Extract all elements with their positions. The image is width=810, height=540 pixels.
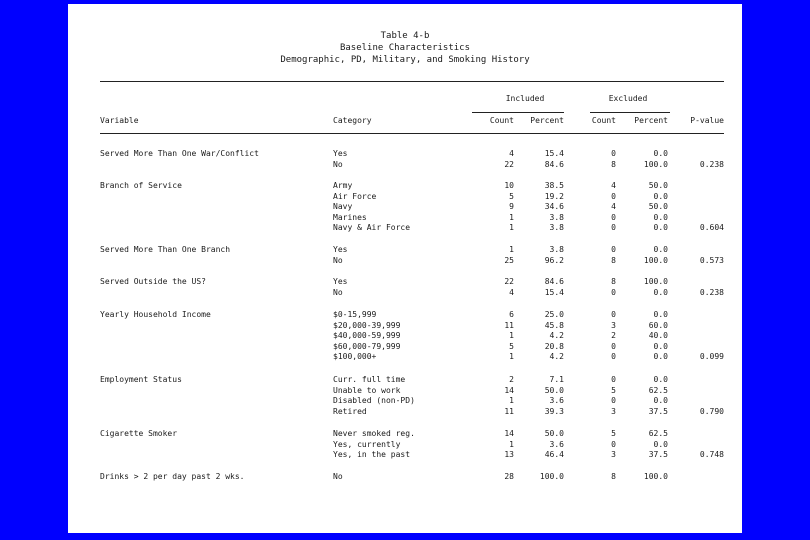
excluded-count-cell: 5 [611, 429, 616, 438]
included-count-header: Count [489, 116, 514, 125]
category-cell: Yes [333, 149, 348, 158]
included-percent-cell: 4.2 [549, 331, 564, 341]
excluded-count-cell: 0 [611, 149, 616, 158]
included-count-cell: 9 [509, 202, 514, 212]
excluded-percent-cell: 0.0 [653, 341, 668, 351]
variable-label: Drinks > 2 per day past 2 wks. [100, 472, 245, 481]
pvalue-cell: 0.238 [699, 287, 724, 297]
pvalue-cell: 0.238 [699, 159, 724, 169]
excluded-count-cell: 0 [611, 212, 616, 222]
category-column-header: Category [333, 116, 372, 125]
included-percent-cell: 3.8 [549, 212, 564, 222]
pvalue-cell: 0.790 [699, 406, 724, 416]
excluded-count-header: Count [591, 116, 616, 125]
included-percent-cell: 39.3 [544, 406, 564, 416]
category-cell: $0-15,999 [333, 310, 377, 319]
category-cell: Air Force [333, 191, 377, 201]
excluded-count-cell: 0 [611, 310, 616, 319]
included-count-cell: 5 [509, 191, 514, 201]
included-count-cell: 11 [504, 406, 514, 416]
excluded-percent-cell: 0.0 [653, 191, 668, 201]
excluded-count-cell: 0 [611, 245, 616, 254]
excluded-percent-cell: 0.0 [653, 212, 668, 222]
excluded-count-cell: 5 [611, 385, 616, 395]
included-percent-cell: 4.2 [549, 352, 564, 362]
included-percent-cell: 3.6 [549, 396, 564, 406]
variable-label: Served More Than One Branch [100, 245, 231, 254]
table-subtitle: Demographic, PD, Military, and Smoking History [280, 55, 530, 65]
table-title: Baseline Characteristics [339, 43, 471, 53]
excluded-percent-cell: 0.0 [653, 287, 668, 297]
excluded-count-cell: 8 [611, 277, 616, 286]
included-percent-cell: 15.4 [544, 149, 564, 158]
category-cell: $60,000-79,999 [333, 341, 401, 351]
header-rule [100, 133, 724, 134]
category-cell: Army [333, 181, 353, 190]
table-title-block [68, 30, 742, 66]
included-count-cell: 28 [504, 472, 514, 481]
excluded-count-cell: 0 [611, 223, 616, 233]
included-percent-cell: 20.8 [544, 341, 564, 351]
category-cell: Yes, in the past [333, 450, 411, 460]
pvalue-column-header: P-value [690, 116, 724, 125]
excluded-count-cell: 4 [611, 202, 616, 212]
excluded-percent-cell: 40.0 [648, 331, 668, 341]
excluded-count-cell: 8 [611, 255, 616, 265]
pvalue-cell: 0.099 [699, 352, 724, 362]
included-count-cell: 11 [504, 320, 514, 330]
category-cell: No [333, 472, 343, 481]
category-cell: Disabled (non-PD) [333, 396, 415, 406]
included-underline [472, 112, 564, 113]
included-count-cell: 22 [504, 159, 514, 169]
category-cell: Navy & Air Force [333, 223, 411, 233]
excluded-underline [590, 112, 670, 113]
included-percent-cell: 34.6 [544, 202, 564, 212]
category-cell: $40,000-59,999 [333, 331, 401, 341]
pvalue-cell: 0.604 [699, 223, 724, 233]
included-percent-cell: 3.8 [549, 223, 564, 233]
category-cell: Retired [333, 406, 367, 416]
included-count-cell: 5 [509, 341, 514, 351]
category-cell: No [333, 287, 343, 297]
included-percent-cell: 7.1 [549, 375, 564, 384]
included-group-header: Included [505, 94, 545, 103]
variable-label: Branch of Service [100, 181, 182, 190]
excluded-percent-cell: 0.0 [653, 396, 668, 406]
included-count-cell: 22 [504, 277, 514, 286]
excluded-count-cell: 8 [611, 159, 616, 169]
included-count-cell: 1 [509, 396, 514, 406]
excluded-percent-cell: 62.5 [648, 385, 668, 395]
included-count-cell: 1 [509, 212, 514, 222]
excluded-percent-cell: 100.0 [643, 277, 668, 286]
excluded-count-cell: 8 [611, 472, 616, 481]
category-cell: $20,000-39,999 [333, 320, 401, 330]
included-percent-cell: 84.6 [544, 277, 564, 286]
included-percent-cell: 50.0 [544, 429, 564, 438]
excluded-count-cell: 3 [611, 406, 616, 416]
included-count-cell: 13 [504, 450, 514, 460]
included-count-cell: 4 [509, 287, 514, 297]
excluded-percent-cell: 100.0 [643, 159, 668, 169]
included-count-cell: 1 [509, 439, 514, 449]
included-count-cell: 14 [504, 385, 514, 395]
excluded-count-cell: 3 [611, 320, 616, 330]
excluded-percent-header: Percent [634, 116, 668, 125]
included-percent-cell: 19.2 [544, 191, 564, 201]
excluded-count-cell: 3 [611, 450, 616, 460]
excluded-count-cell: 0 [611, 341, 616, 351]
excluded-count-cell: 0 [611, 352, 616, 362]
excluded-percent-cell: 100.0 [643, 255, 668, 265]
excluded-percent-cell: 37.5 [648, 450, 668, 460]
excluded-percent-cell: 50.0 [648, 202, 668, 212]
category-cell: Yes, currently [333, 439, 401, 449]
category-cell: Curr. full time [333, 375, 406, 384]
variable-label: Served Outside the US? [100, 277, 206, 286]
excluded-count-cell: 0 [611, 191, 616, 201]
included-percent-cell: 46.4 [544, 450, 564, 460]
included-count-cell: 4 [509, 149, 514, 158]
category-cell: No [333, 255, 343, 265]
excluded-percent-cell: 62.5 [648, 429, 668, 438]
category-cell: No [333, 159, 343, 169]
included-percent-cell: 96.2 [544, 255, 564, 265]
included-percent-cell: 25.0 [544, 310, 564, 319]
category-cell: Unable to work [333, 385, 401, 395]
excluded-percent-cell: 0.0 [653, 310, 668, 319]
category-cell: Yes [333, 277, 348, 286]
category-cell: $100,000+ [333, 352, 377, 362]
pvalue-cell: 0.573 [699, 255, 724, 265]
variable-label: Served More Than One War/Conflict [100, 149, 259, 158]
excluded-percent-cell: 50.0 [648, 181, 668, 190]
pvalue-cell: 0.748 [699, 450, 724, 460]
included-count-cell: 1 [509, 245, 514, 254]
excluded-percent-cell: 0.0 [653, 149, 668, 158]
included-count-cell: 14 [504, 429, 514, 438]
excluded-percent-cell: 0.0 [653, 375, 668, 384]
category-cell: Yes [333, 245, 348, 254]
included-count-cell: 1 [509, 223, 514, 233]
excluded-count-cell: 0 [611, 287, 616, 297]
top-rule [100, 81, 724, 82]
variable-label: Employment Status [100, 375, 182, 384]
document-page [68, 4, 742, 533]
excluded-count-cell: 4 [611, 181, 616, 190]
included-percent-cell: 38.5 [544, 181, 564, 190]
excluded-percent-cell: 0.0 [653, 245, 668, 254]
excluded-group-header: Excluded [608, 94, 648, 103]
included-count-cell: 1 [509, 331, 514, 341]
included-count-cell: 6 [509, 310, 514, 319]
excluded-count-cell: 2 [611, 331, 616, 341]
included-percent-cell: 45.8 [544, 320, 564, 330]
excluded-percent-cell: 0.0 [653, 439, 668, 449]
included-count-cell: 2 [509, 375, 514, 384]
included-percent-cell: 50.0 [544, 385, 564, 395]
category-cell: Never smoked reg. [333, 429, 415, 438]
included-count-cell: 10 [504, 181, 514, 190]
excluded-percent-cell: 0.0 [653, 352, 668, 362]
included-percent-header: Percent [530, 116, 564, 125]
variable-label: Yearly Household Income [100, 310, 211, 319]
included-percent-cell: 3.6 [549, 439, 564, 449]
included-percent-cell: 15.4 [544, 287, 564, 297]
excluded-percent-cell: 37.5 [648, 406, 668, 416]
excluded-count-cell: 0 [611, 396, 616, 406]
excluded-percent-cell: 0.0 [653, 223, 668, 233]
excluded-count-cell: 0 [611, 439, 616, 449]
included-count-cell: 1 [509, 352, 514, 362]
table-number: Table 4-b [380, 31, 430, 41]
excluded-percent-cell: 60.0 [648, 320, 668, 330]
included-percent-cell: 84.6 [544, 159, 564, 169]
variable-column-header: Variable [100, 116, 139, 125]
excluded-percent-cell: 100.0 [643, 472, 668, 481]
variable-label: Cigarette Smoker [100, 429, 178, 438]
included-count-cell: 25 [504, 255, 514, 265]
included-percent-cell: 3.8 [549, 245, 564, 254]
category-cell: Marines [333, 212, 367, 222]
excluded-count-cell: 0 [611, 375, 616, 384]
category-cell: Navy [333, 202, 353, 212]
included-percent-cell: 100.0 [539, 472, 564, 481]
